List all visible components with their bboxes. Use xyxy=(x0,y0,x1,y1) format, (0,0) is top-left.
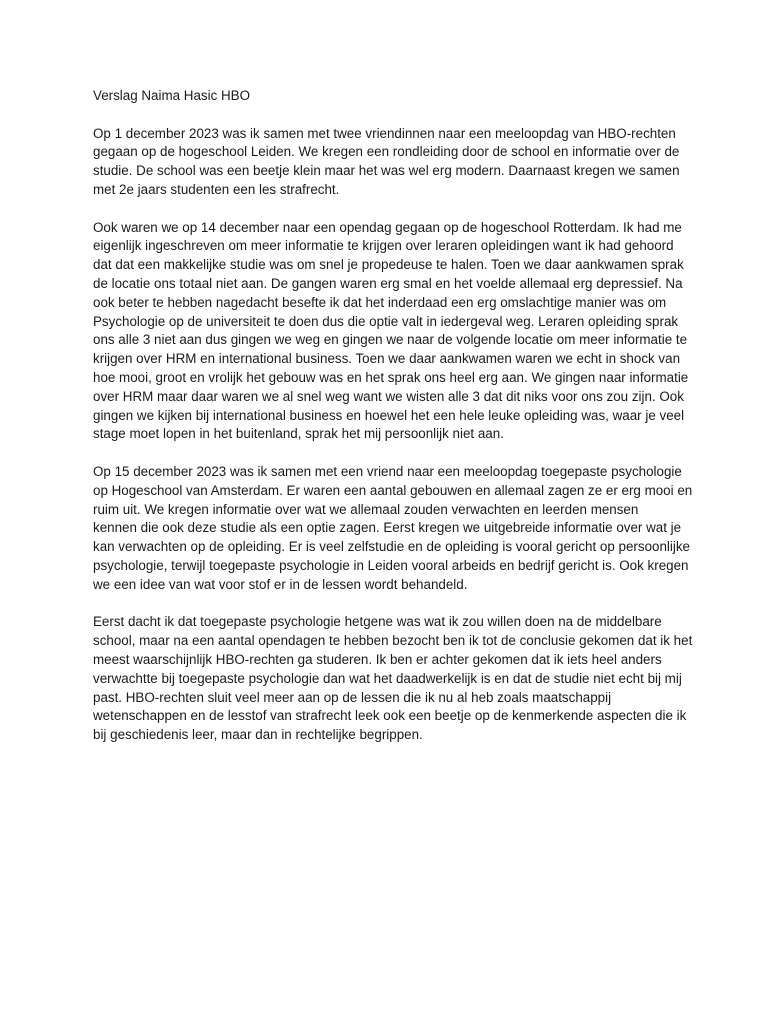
text-line: de locatie ons totaal niet aan. De gangen waren erg smal en het voelde allemaal erg depressief. Na xyxy=(93,275,683,291)
text-line: stage moet lopen in het buitenland, sprak het mij persoonlijk niet aan. xyxy=(93,426,504,442)
text-line: Eerst dacht ik dat toegepaste psychologie hetgene was wat ik zou willen doen na de middelbare xyxy=(93,614,662,630)
text-line: school, maar na een aantal opendagen te hebben bezocht ben ik tot de conclusie gekomen dat ik het xyxy=(93,633,693,649)
text-line: studie. De school was een beetje klein maar het was wel erg modern. Daarnaast kregen we samen xyxy=(93,163,680,179)
paragraph-2 xyxy=(93,219,693,445)
text-line: ruim uit. We kregen informatie over wat we allemaal zouden verwachten en leerden mensen xyxy=(93,501,639,517)
text-line: kennen die ook deze studie als een optie zagen. Eerst kregen we uitgebreide informatie over wat je xyxy=(93,520,682,536)
paragraph-4 xyxy=(93,613,693,745)
text-line: ons alle 3 niet aan dus gingen we weg en gingen we naar de volgende locatie om meer informatie te xyxy=(93,332,688,348)
text-line: met 2e jaars studenten een les strafrecht. xyxy=(93,181,340,197)
text-line: hoe mooi, groot en vrolijk het gebouw was en het sprak ons heel erg aan. We gingen naar informatie xyxy=(93,369,689,385)
paragraph-1 xyxy=(93,125,693,200)
text-line: op Hogeschool van Amsterdam. Er waren een aantal gebouwen en allemaal zagen ze er erg mooi en xyxy=(93,482,693,498)
text-line: kan verwachten op de opleiding. Er is veel zelfstudie en de opleiding is vooral gericht op persoonlijke xyxy=(93,539,690,555)
text-line: ook beter te hebben nagedacht besefte ik dat het inderdaad een erg omslachtige manier was om xyxy=(93,294,667,310)
text-line: we een idee van wat voor stof er in de lessen wordt behandeld. xyxy=(93,576,468,592)
text-line: Psychologie op de universiteit te doen dus die optie valt in iedergeval weg. Leraren opleiding sprak xyxy=(93,313,679,329)
text-line: eigenlijk ingeschreven om meer informatie te krijgen over leraren opleidingen want ik had gehoord xyxy=(93,238,674,254)
text-line: dat dat een makkelijke studie was om snel je propedeuse te halen. Toen we daar aankwamen sprak xyxy=(93,257,684,273)
text-line: psychologie, terwijl toegepaste psychologie in Leiden vooral arbeids en bedrijf gericht is. Ook kregen xyxy=(93,557,689,573)
text-line: Ook waren we op 14 december naar een opendag gegaan op de hogeschool Rotterdam. Ik had me xyxy=(93,219,682,235)
document-page xyxy=(93,87,693,764)
text-line: bij geschiedenis leer, maar dan in rechtelijke begrippen. xyxy=(93,727,423,743)
text-line: over HRM maar daar waren we al snel weg want we wisten alle 3 dat dit niks voor ons zou zijn. Ook xyxy=(93,388,684,404)
text-line: gegaan op de hogeschool Leiden. We kregen een rondleiding door de school en informatie over de xyxy=(93,144,680,160)
text-line: Op 1 december 2023 was ik samen met twee vriendinnen naar een meeloopdag van HBO-rechten xyxy=(93,125,676,141)
text-line: verwachtte bij toegepaste psychologie dan wat het daadwerkelijk is en dat de studie niet echt bij mij xyxy=(93,670,682,686)
paragraph-3 xyxy=(93,463,693,595)
text-line: past. HBO-rechten sluit veel meer aan op de lessen die ik nu al heb zoals maatschappij xyxy=(93,689,612,705)
text-line: krijgen over HRM en international business. Toen we daar aankwamen waren we echt in shock van xyxy=(93,351,681,367)
document-title: Verslag Naima Hasic HBO xyxy=(93,88,251,103)
text-line: meest waarschijnlijk HBO-rechten ga studeren. Ik ben er achter gekomen dat ik iets heel anders xyxy=(93,651,662,667)
text-line: Op 15 december 2023 was ik samen met een vriend naar een meeloopdag toegepaste psychologie xyxy=(93,463,682,479)
text-line: wetenschappen en de lesstof van strafrecht leek ook een beetje op de kenmerkende aspecten die ik xyxy=(93,708,687,724)
text-line: gingen we kijken bij international business en hoewel het een hele leuke opleiding was, waar je veel xyxy=(93,407,685,423)
